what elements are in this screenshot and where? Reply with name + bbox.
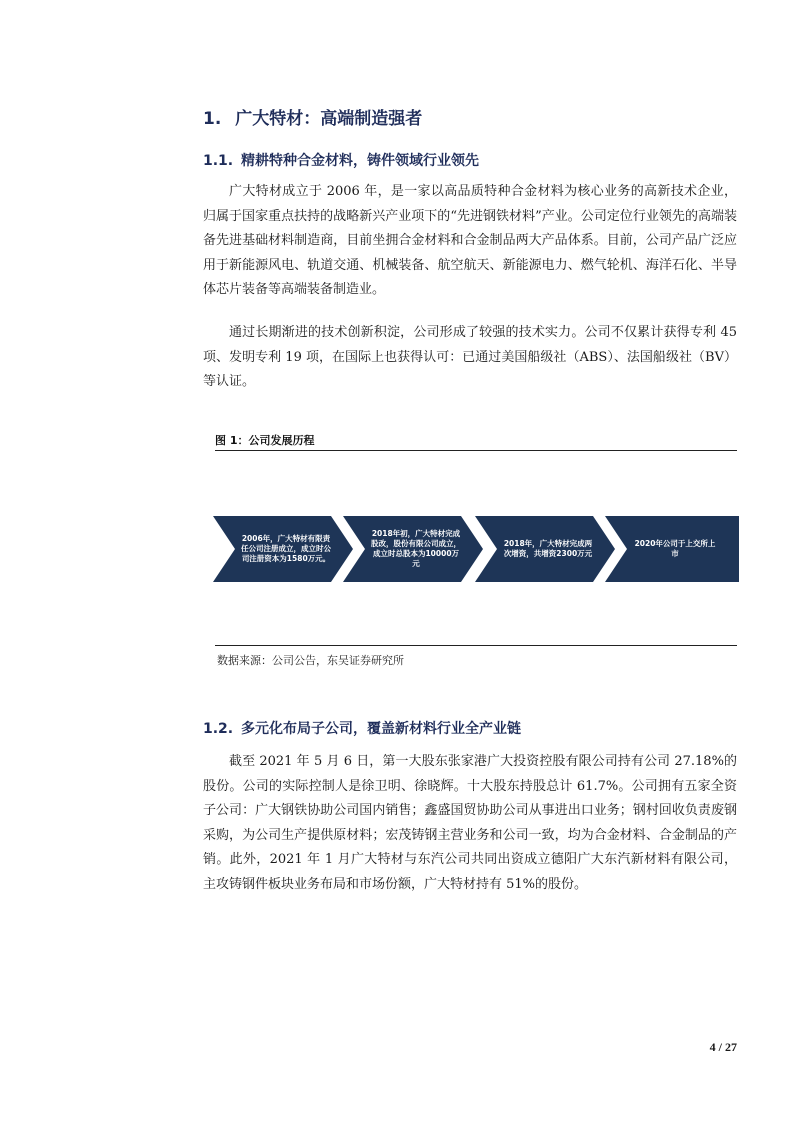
- section-2-title: 多元化布局子公司，覆盖新材料行业全产业链: [241, 721, 521, 737]
- page-number: 4 / 27: [709, 1040, 737, 1054]
- section-1-paragraph-1: 广大特材成立于 2006 年，是一家以高品质特种合金材料为核心业务的高新技术企业，归属于国家重点扶持的战略新兴产业项下的“先进钢铁材料”产业。公司定位行业领先的高端装备先进基础材料制造商，目前坐拥合金材料和合金制品两大产品体系。目前，公司产品广泛应用于新能源风电、轨道交通、机械装备、航空航天、新能源电力、燃气轮机、海洋石化、半导体芯片装备等高端装备制造业。: [203, 184, 737, 297]
- figure-bottom-rule: [215, 645, 737, 646]
- timeline-step-4: [605, 516, 739, 582]
- section-2-heading: [203, 718, 521, 738]
- heading-1: [203, 104, 422, 129]
- section-2-number: 1.2.: [203, 721, 234, 737]
- section-2-paragraph: 截至 2021 年 5 月 6 日，第一大股东张家港广大投资控股有限公司持有公司 27.18%的股份。公司的实际控制人是徐卫明、徐晓辉。十大股东持股总计 61.7%。公司拥有五家全资子公司：广大钢铁协助公司国内销售；鑫盛国贸协助公司从事进出口业务；钢村回收负责废钢采购，为公司生产提供原材料；宏茂铸钢主营业务和公司一致，均为合金材料、合金制品的产销。此外，2021 年 1 月广大特材与东汽公司共同出资成立德阳广大东汽新材料有限公司，主攻铸钢件板块业务布局和市场份额，广大特材持有 51%的股份。: [203, 754, 737, 892]
- timeline-step-1-text: 2006年，广大特材有限责任公司注册成立，成立时公司注册资本为1580万元。: [241, 534, 331, 563]
- timeline-step-3: [475, 516, 615, 582]
- section-1-title: 精耕特种合金材料，铸件领域行业领先: [241, 153, 479, 169]
- timeline-step-4-text: 2020年公司于上交所上市: [634, 539, 716, 558]
- timeline-step-2: [343, 516, 483, 582]
- figure-caption: 图 1：公司发展历程: [215, 434, 315, 447]
- timeline-diagram: [213, 516, 739, 582]
- section-1-heading: [203, 150, 479, 170]
- timeline-step-2-text: 2018年初，广大特材完成股改，股份有限公司成立，成立时总股本为10000万元: [371, 529, 461, 568]
- heading-1-number: 1.: [203, 109, 222, 129]
- section-1-paragraph-2: 通过长期渐进的技术创新积淀，公司形成了较强的技术实力。公司不仅累计获得专利 45 项、发明专利 19 项，在国际上也获得认可：已通过美国船级社（ABS）、法国船级社（BV）等认证。: [203, 325, 737, 389]
- timeline-step-3-text: 2018年，广大特材完成两次增资，共增资2300万元: [503, 539, 593, 558]
- figure-source: 数据来源：公司公告，东吴证券研究所: [217, 654, 404, 667]
- figure-top-rule: [215, 450, 737, 451]
- section-1-number: 1.1.: [203, 153, 234, 169]
- timeline-step-1: [213, 516, 353, 582]
- heading-1-title: 广大特材：高端制造强者: [235, 109, 423, 129]
